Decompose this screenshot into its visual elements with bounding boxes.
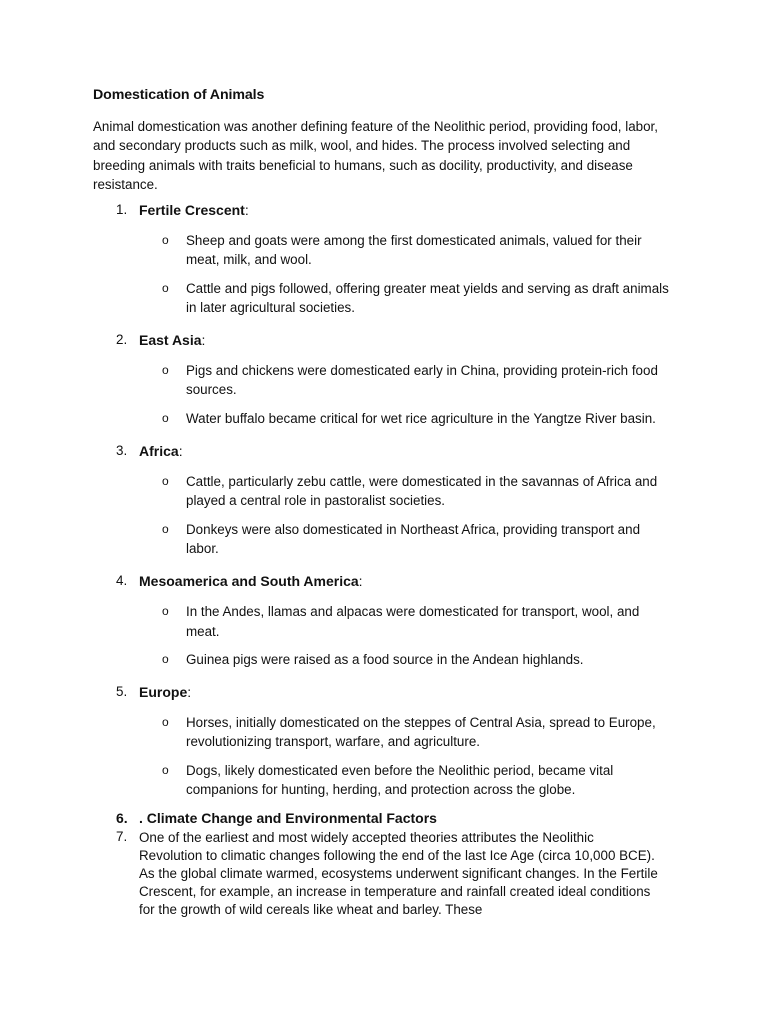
region-name-wrapper — [139, 202, 249, 218]
region-item — [0, 202, 768, 332]
bullet-item — [0, 520, 768, 559]
region-colon: : — [178, 443, 183, 460]
region-number: 4. — [116, 573, 128, 589]
section-heading: Domestication of Animals — [93, 87, 265, 103]
region-colon: : — [358, 573, 363, 590]
bullet-marker-icon: o — [162, 280, 169, 295]
region-item — [0, 573, 768, 684]
section-6-heading — [0, 810, 768, 829]
bullet-item — [0, 650, 768, 669]
region-colon: : — [187, 684, 192, 701]
region-name: Africa — [139, 443, 179, 460]
region-name-wrapper — [139, 443, 183, 459]
region-name-wrapper — [139, 573, 363, 589]
bullet-list — [0, 353, 768, 443]
region-name-wrapper — [139, 332, 205, 348]
bullet-marker-icon: o — [162, 762, 169, 777]
bullet-marker-icon: o — [162, 233, 169, 247]
bullet-list — [0, 594, 768, 684]
section-6-title: . Climate Change and Environmental Factors — [139, 810, 437, 826]
bullet-item — [0, 409, 768, 428]
bullet-marker-icon: o — [162, 715, 169, 730]
region-heading — [0, 684, 768, 705]
region-list — [0, 202, 768, 814]
region-name: Mesoamerica and South America — [139, 573, 359, 590]
region-number: 5. — [116, 684, 128, 700]
bullet-list — [0, 223, 768, 332]
bullet-marker-icon: o — [162, 651, 169, 666]
region-number: 1. — [116, 202, 128, 217]
bullet-item — [0, 279, 768, 318]
bullet-item — [0, 761, 768, 800]
region-name: Europe — [139, 684, 188, 701]
bullet-text: Cattle and pigs followed, offering greater meat yields and serving as draft animals in later agricultural societies. — [186, 280, 669, 315]
bullet-marker-icon: o — [162, 474, 169, 489]
section-7-number: 7. — [116, 829, 128, 844]
region-heading — [0, 332, 768, 353]
bullet-list — [0, 464, 768, 573]
bullet-marker-icon: o — [162, 363, 169, 378]
bullet-marker-icon: o — [162, 604, 169, 619]
region-colon: : — [201, 332, 206, 349]
bullet-marker-icon: o — [162, 521, 169, 536]
region-item — [0, 684, 768, 814]
bullet-text: Dogs, likely domesticated even before the Neolithic period, became vital companions for hunting, herding, and protection across the globe. — [186, 762, 614, 798]
section-7-item — [0, 829, 768, 919]
region-number: 2. — [116, 332, 128, 348]
section-climate — [0, 810, 768, 919]
region-item — [0, 332, 768, 443]
region-name-wrapper — [139, 684, 191, 700]
bullet-marker-icon: o — [162, 410, 169, 425]
bullet-item — [0, 713, 768, 752]
bullet-text: Horses, initially domesticated on the steppes of Central Asia, spread to Europe, revolutionizing transport, warfare, and agriculture. — [186, 715, 656, 750]
bullet-text: Cattle, particularly zebu cattle, were domesticated in the savannas of Africa and played a central role in pastoralist societies. — [186, 474, 658, 509]
bullet-item — [0, 602, 768, 641]
region-heading — [0, 202, 768, 223]
bullet-item — [0, 231, 768, 270]
section-6-number: 6. — [116, 810, 128, 826]
bullet-item — [0, 472, 768, 511]
bullet-text: Donkeys were also domesticated in Northeast Africa, providing transport and labor. — [186, 521, 641, 556]
region-number: 3. — [116, 443, 128, 459]
region-heading — [0, 443, 768, 464]
section-7-paragraph: One of the earliest and most widely accepted theories attributes the Neolithic Revolution to climatic changes following the end of the last Ice Age (circa 10,000 BCE). As the global climate warmed, ecosystems underwent significant changes. In the Fertile Crescent, for example, an increase in temperature and rainfall created ideal conditions for the growth of wild cereals like wheat and barley. These — [139, 830, 658, 918]
region-item — [0, 443, 768, 573]
bullet-item — [0, 361, 768, 400]
bullet-text: In the Andes, llamas and alpacas were domesticated for transport, wool, and meat. — [186, 604, 640, 639]
intro-paragraph: Animal domestication was another defining feature of the Neolithic period, providing food, labor, and secondary products such as milk, wool, and hides. The process involved selecting and breeding animals with traits beneficial to humans, such as docility, productivity, and disease resistance. — [93, 119, 658, 192]
region-name: East Asia — [139, 332, 202, 349]
bullet-text: Pigs and chickens were domesticated early in China, providing protein-rich food sources. — [186, 363, 658, 398]
bullet-list — [0, 705, 768, 814]
region-name: Fertile Crescent — [139, 202, 245, 218]
region-heading — [0, 573, 768, 594]
region-colon: : — [244, 202, 249, 218]
bullet-text: Water buffalo became critical for wet rice agriculture in the Yangtze River basin. — [186, 410, 656, 426]
bullet-text: Sheep and goats were among the first domesticated animals, valued for their meat, milk, and wool. — [186, 233, 642, 268]
bullet-text: Guinea pigs were raised as a food source in the Andean highlands. — [186, 651, 584, 667]
